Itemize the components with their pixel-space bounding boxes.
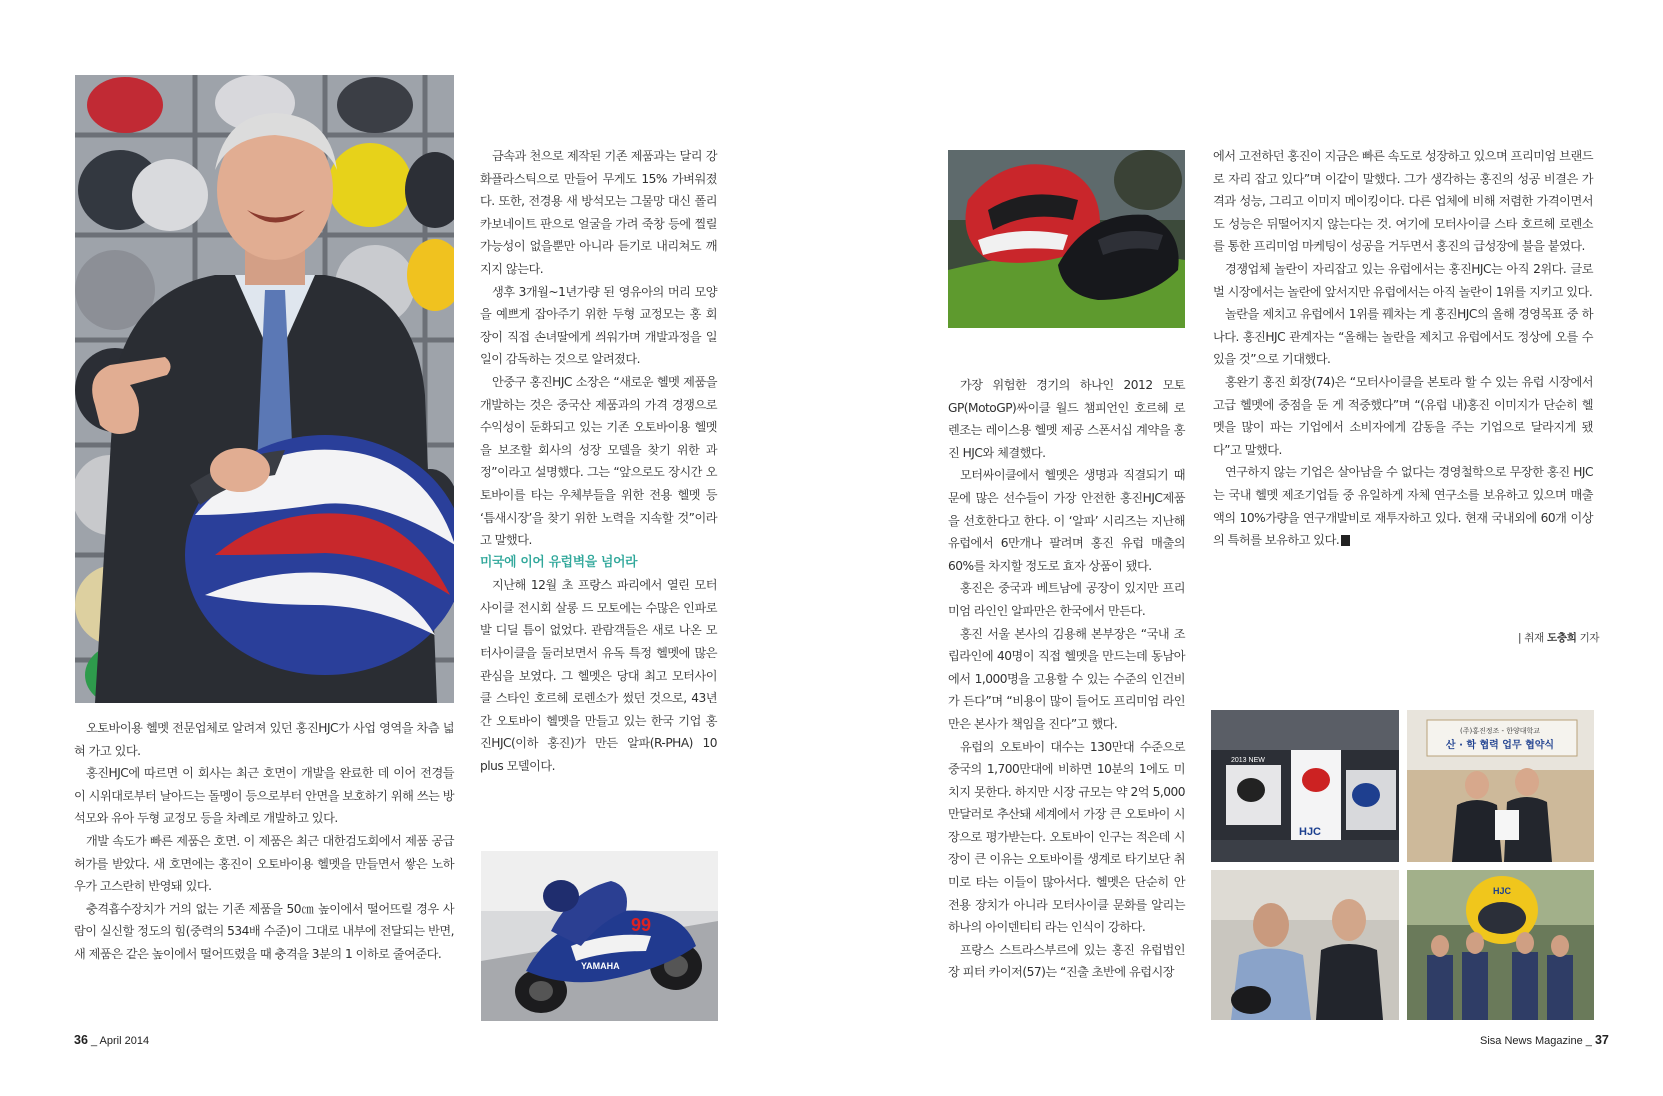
right-folio — [1480, 1033, 1609, 1047]
group-with-mascot-photo — [1407, 870, 1594, 1020]
paragraph: 홍진HJC에 따르면 이 회사는 최근 호면이 개발을 완료한 데 이어 전경들이 시위대로부터 날아드는 돌멩이 등으로부터 안면을 보호하기 위해 쓰는 방석모와 유아 두형 교정모 등을 차례로 개발하고 있다. — [74, 766, 454, 826]
paragraph-text: 연구하지 않는 기업은 살아남을 수 없다는 경영철학으로 무장한 홍진 HJC는 국내 헬멧 제조기업들 중 유일하게 자체 연구소를 보유하고 있으며 매출액의 10%가량을 연구개발비로 재투자하고 있다. 현재 국내외에 60개 이상의 특허를 보유하고 있다. — [1213, 465, 1593, 548]
folio-text: Sisa News Magazine _ — [1480, 1035, 1592, 1047]
banner-line1: (주)홍진정조 - 한양대학교 — [1459, 727, 1541, 735]
left-folio — [74, 1033, 149, 1047]
left-column-2 — [480, 145, 717, 778]
rider-number: 99 — [631, 915, 652, 935]
byline-prefix: | 취재 — [1518, 632, 1544, 644]
paragraph: 개발 속도가 빠른 제품은 호면. 이 제품은 최근 대한검도회에서 제품 공급 허가를 받았다. 새 호면에는 홍진이 오토바이용 헬멧을 만들면서 쌓은 노하우가 고스란히 반영돼 있다. — [74, 833, 454, 894]
byline — [1518, 630, 1599, 645]
booth-sign-text: 2013 NEW — [1231, 757, 1265, 764]
chairman-photo — [75, 75, 454, 703]
page-number: 37 — [1594, 1033, 1609, 1047]
exhibition-booth-photo — [1211, 710, 1399, 862]
byline-name: 도충희 — [1547, 632, 1577, 644]
yamaha-logo-text: YAMAHA — [581, 961, 620, 971]
paragraph: 유럽의 오토바이 대수는 130만대 수준으로 중국의 1,700만대에 비하면 10분의 1에도 미치지 못한다. 하지만 시장 규모는 약 2억 5,000만달러로 추산돼 세계에서 가장 큰 오토바이 시장으로 평가받는다. 오토바이 인구는 적은데 시장이 큰 이유는 오토바이를 생계로 타기보단 취미로 타는 이들이 많아서다. 헬멧은 단순히 안전용 장치가 아니라 모터사이클 문화를 알리는 하나의 아이덴티티 라는 인식이 강하다. — [948, 739, 1185, 935]
paragraph: 오토바이용 헬멧 전문업체로 알려져 있던 홍진HJC가 사업 영역을 차츰 넓혀 가고 있다. — [74, 721, 454, 758]
paragraph: 에서 고전하던 홍진이 지금은 빠른 속도로 성장하고 있으며 프리미엄 브랜드로 자리 잡고 있다”며 이같이 말했다. 그가 생각하는 홍진의 성공 비결은 가격과 성능, 그리고 이미지 메이킹이다. 다른 업체에 비해 저렴한 가격이면서도 성능은 뒤떨어지지 않는다는 것. 여기에 모터사이클 스타 호르헤 로렌소를 통한 프리미엄 마케팅이 성공을 거두면서 홍진의 급성장에 불을 붙였다. — [1213, 149, 1593, 254]
left-column-1 — [74, 717, 454, 966]
paragraph — [1213, 461, 1593, 551]
paragraph: 가장 위험한 경기의 하나인 2012 모토GP(MotoGP)싸이클 월드 챔피언인 호르헤 로렌조는 레이스용 헬멧 제공 스폰서십 계약을 홍진 HJC와 체결했다. — [948, 378, 1185, 460]
paragraph: 홍진은 중국과 베트남에 공장이 있지만 프리미엄 라인인 알파만은 한국에서 만든다. — [948, 581, 1185, 618]
paragraph: 홍완기 홍진 회장(74)은 “모터사이클을 본토라 할 수 있는 유럽 시장에서 고급 헬멧에 중점을 둔 게 적중했다”며 “(유럽 내)홍진 이미지가 단순히 헬멧을 많이 파는 기업에서 소비자에게 감동을 주는 기업으로 달라지게 됐다”고 말했다. — [1213, 374, 1593, 457]
byline-suffix: 기자 — [1579, 632, 1600, 644]
paragraph: 생후 3개월~1년가량 된 영유아의 머리 모양을 예쁘게 잡아주기 위한 두형 교정모는 홍 회장이 직접 손녀딸에게 씌워가며 개발과정을 일일이 감독하는 것으로 알려졌다. — [480, 284, 717, 367]
paragraph: 모터싸이클에서 헬멧은 생명과 직결되기 때문에 많은 선수들이 가장 안전한 홍진HJC제품을 선호한다고 한다. 이 ‘알파’ 시리즈는 지난해 유럽에서 6만개나 팔려며 홍진 유럽 매출의 60%를 차지할 정도로 효자 상품이 됐다. — [948, 468, 1185, 573]
paragraph: 놀란을 제치고 유럽에서 1위를 꿰차는 게 홍진HJC의 올해 경영목표 중 하나다. 홍진HJC 관계자는 “올해는 놀란을 제치고 유럽에서도 정상에 오를 수 있을 것”으로 기대했다. — [1213, 307, 1593, 367]
racing-rider-photo — [481, 851, 718, 1021]
paragraph: 안중구 홍진HJC 소장은 “새로운 헬멧 제품을 개발하는 것은 중국산 제품과의 가격 경쟁으로 수익성이 둔화되고 있는 기존 오토바이용 헬멧을 보조할 회사의 성장 모델을 찾기 위한 과정”이라고 설명했다. 그는 “앞으로도 장시간 오토바이를 타는 우체부들을 위한 전용 헬멧 등 ‘틈새시장’을 찾기 위한 노력을 지속할 것”이라고 말했다. — [480, 374, 717, 548]
right-column-1 — [948, 374, 1185, 984]
mascot-brand: HJC — [1492, 886, 1512, 896]
page-number: 36 — [74, 1033, 88, 1047]
paragraph: 금속과 천으로 제작된 기존 제품과는 달리 강화플라스틱으로 만들어 무게도 15% 가벼워졌다. 또한, 전경용 새 방석모는 그물망 대신 폴리카보네이트 판으로 얼굴을 가려 죽창 등에 찔릴 가능성이 없을뿐만 아니라 듣기로 내리쳐도 깨지지 않는다. — [480, 149, 717, 276]
folio-text: _ April 2014 — [90, 1035, 150, 1047]
paragraph: 지난해 12월 초 프랑스 파리에서 열린 모터사이클 전시회 살롱 드 모토에는 수많은 인파로 발 디딜 틈이 없었다. 관람객들은 새로 나온 모터사이클을 둘러보면서 유독 특정 헬멧에 많은 관심을 보였다. 그 헬멧은 당대 최고 모터사이클 스타인 호르헤 로렌소가 썼던 것으로, 43년간 오토바이 헬멧을 만들고 있는 한국 기업 홍진HJC(이하 홍진)가 만든 알파(R-PHA) 10 plus 모델이다. — [480, 578, 717, 774]
section-subheading: 미국에 이어 유럽벽을 넘어라 — [480, 554, 638, 570]
paragraph: 경쟁업체 놀란이 자리잡고 있는 유럽에서는 홍진HJC는 아직 2위다. 글로벌 시장에서는 놀란에 앞서지만 유럽에서는 아직 놀란이 1위를 지키고 있다. — [1213, 261, 1593, 299]
banner-line2: 산 · 학 협력 업무 협약식 — [1445, 740, 1555, 751]
paragraph: 프랑스 스트라스부르에 있는 홍진 유럽법인장 피터 카이저(57)는 “진출 초반에 유럽시장 — [948, 942, 1185, 980]
booth-brand-logo: HJC — [1299, 826, 1322, 838]
paragraph: 홍진 서울 본사의 김용해 본부장은 “국내 조립라인에 40명이 직접 헬멧을 만드는데 동남아에서 1,000명을 고용할 수 있는 수준의 인건비가 든다”며 “비용이 많이 들어도 프리미엄 라인만은 본사가 책임을 진다”고 했다. — [948, 626, 1185, 731]
end-mark-icon: S — [1341, 535, 1350, 546]
helmets-on-grass-photo — [948, 150, 1185, 328]
executives-meeting-photo — [1211, 870, 1399, 1020]
signing-ceremony-photo — [1407, 710, 1594, 862]
paragraph: 충격흡수장치가 거의 없는 기존 제품을 50㎝ 높이에서 떨어뜨릴 경우 사람이 실신할 정도의 힘(중력의 534배 수준)이 그대로 내부에 전달되는 반면, 새 제품은 같은 높이에서 떨어뜨렸을 때 충격을 3분의 1 이하로 줄여준다. — [74, 901, 454, 961]
right-column-2 — [1213, 145, 1593, 552]
